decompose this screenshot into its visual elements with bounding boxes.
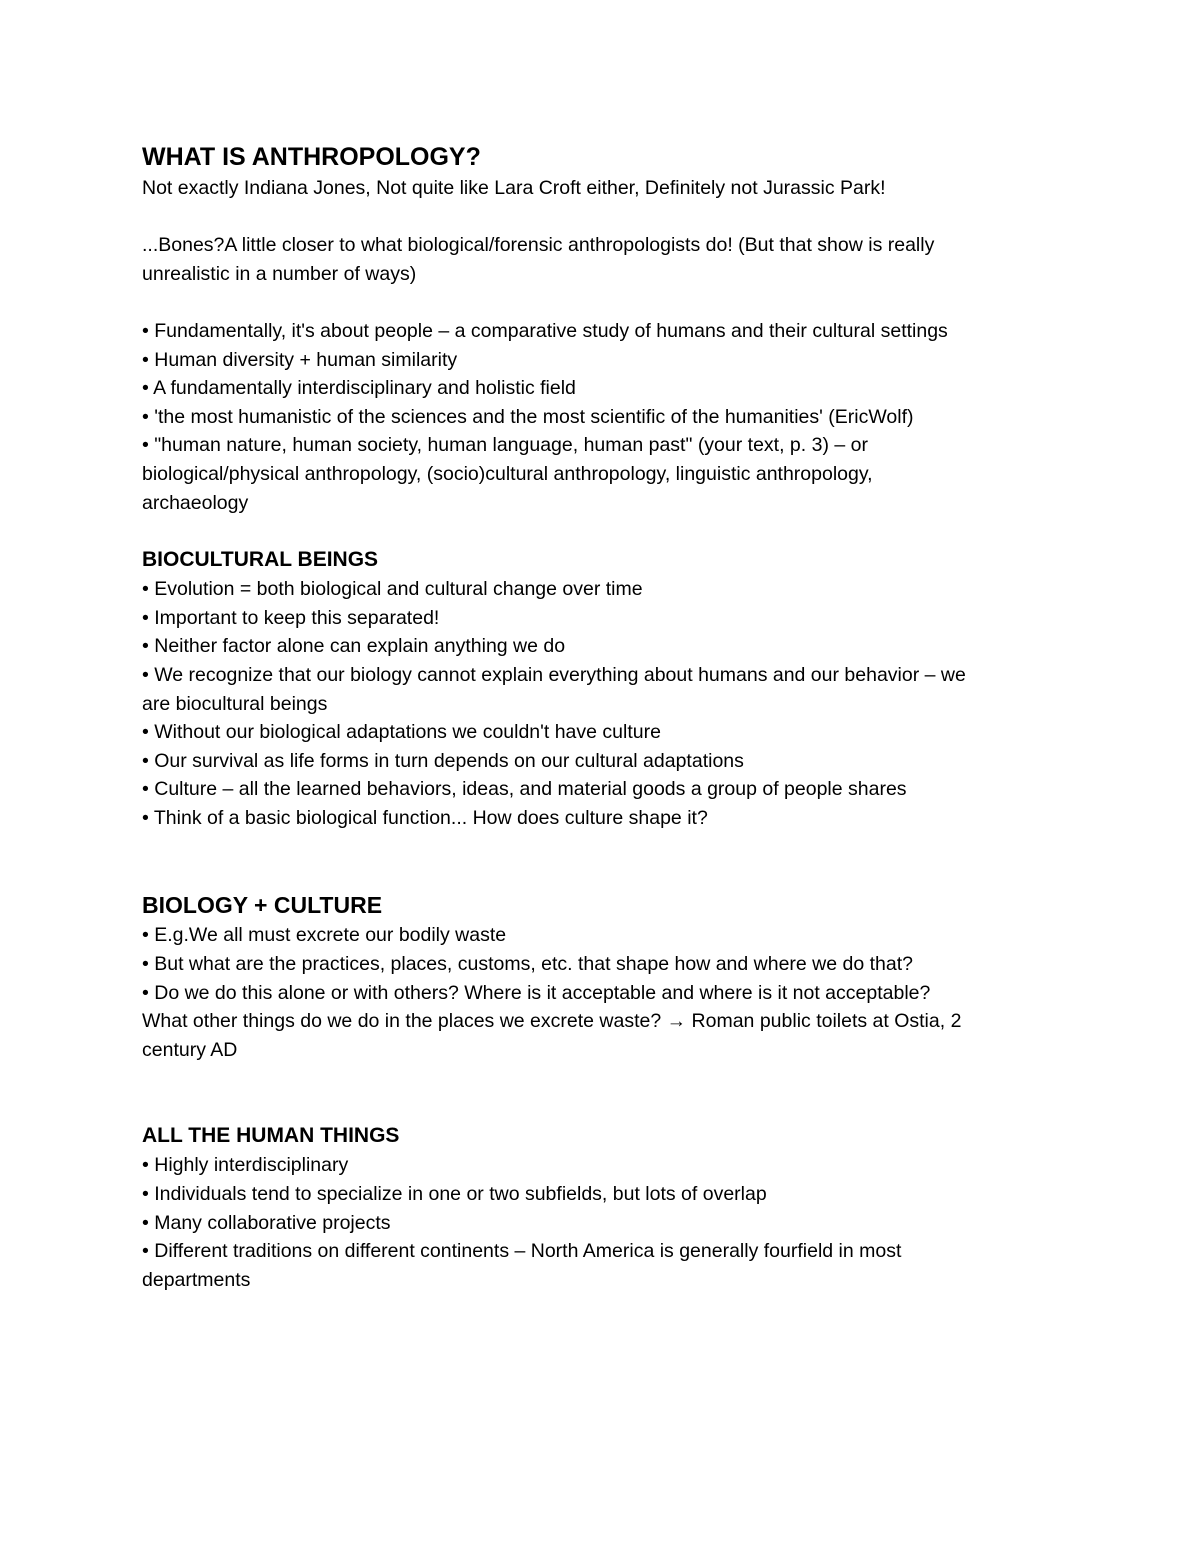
paragraph-line: ...Bones?A little closer to what biological/forensic anthropologists do! (But that show is really xyxy=(142,234,935,257)
bullet-item: • Do we do this alone or with others? Where is it acceptable and where is it not acceptable? xyxy=(142,981,931,1004)
bullet-item: • Think of a basic biological function... How does culture shape it? xyxy=(142,806,708,829)
bullet-item: • A fundamentally interdisciplinary and holistic field xyxy=(142,377,576,400)
bullet-item: • Individuals tend to specialize in one or two subfields, but lots of overlap xyxy=(142,1183,767,1206)
bullet-item: • Human diversity + human similarity xyxy=(142,348,458,371)
bullet-item: • Important to keep this separated! xyxy=(142,606,440,629)
bullet-continuation: biological/physical anthropology, (socio)cultural anthropology, linguistic anthropology, xyxy=(142,462,873,485)
section-heading: BIOLOGY + CULTURE xyxy=(142,892,383,919)
bullet-item: • Culture – all the learned behaviors, ideas, and material goods a group of people shares xyxy=(142,778,907,801)
bullet-item: • We recognize that our biology cannot explain everything about humans and our behavior – we xyxy=(142,663,966,686)
document-page xyxy=(142,140,1062,1294)
section-heading: ALL THE HUMAN THINGS xyxy=(142,1124,400,1148)
subtitle: Not exactly Indiana Jones, Not quite like Lara Croft either, Definitely not Jurassic Park! xyxy=(142,177,886,199)
bullet-item: • Many collaborative projects xyxy=(142,1211,391,1234)
bullet-item: • Without our biological adaptations we couldn't have culture xyxy=(142,721,661,744)
bullet-item: • Different traditions on different continents – North America is generally fourfield in most xyxy=(142,1240,902,1263)
bullet-continuation: are biocultural beings xyxy=(142,692,328,715)
bullet-item: • Evolution = both biological and cultural change over time xyxy=(142,578,643,601)
bullet-item: • "human nature, human society, human language, human past" (your text, p. 3) – or xyxy=(142,434,868,457)
bullet-continuation: What other things do we do in the places we excrete waste? → Roman public toilets at Ostia, 2 xyxy=(142,1010,962,1033)
bullet-continuation: departments xyxy=(142,1268,251,1291)
bullet-item: • But what are the practices, places, customs, etc. that shape how and where we do that? xyxy=(142,953,914,976)
bullet-item: • Fundamentally, it's about people – a comparative study of humans and their cultural settings xyxy=(142,319,948,342)
bullet-continuation: archaeology xyxy=(142,491,249,514)
paragraph-line: unrealistic in a number of ways) xyxy=(142,262,417,285)
section-heading: BIOCULTURAL BEINGS xyxy=(142,548,379,572)
bullet-item: • Neither factor alone can explain anything we do xyxy=(142,635,566,658)
bullet-item: • 'the most humanistic of the sciences and the most scientific of the humanities' (EricWolf) xyxy=(142,405,914,428)
section-heading: WHAT IS ANTHROPOLOGY? xyxy=(142,143,481,171)
bullet-item: • Our survival as life forms in turn depends on our cultural adaptations xyxy=(142,749,744,772)
bullet-continuation: century AD xyxy=(142,1038,238,1061)
bullet-item: • E.g.We all must excrete our bodily waste xyxy=(142,924,507,947)
bullet-item: • Highly interdisciplinary xyxy=(142,1154,349,1177)
